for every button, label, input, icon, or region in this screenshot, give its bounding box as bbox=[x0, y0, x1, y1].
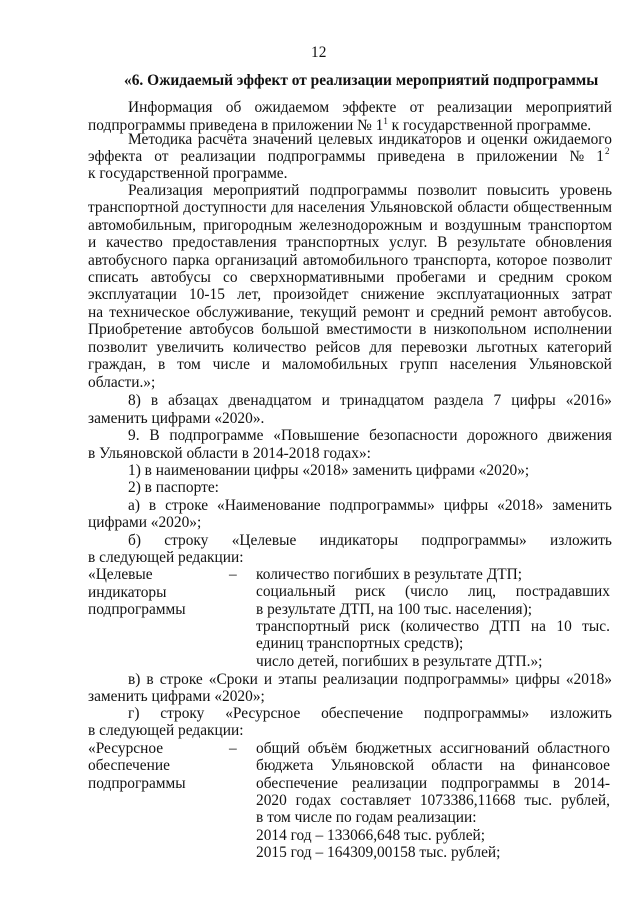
word: исполнении bbox=[533, 321, 612, 338]
word: и bbox=[415, 304, 425, 321]
word: расчёта bbox=[197, 131, 248, 148]
word: воздушным bbox=[444, 217, 522, 234]
word: строку bbox=[164, 532, 209, 549]
word: лет, bbox=[237, 286, 262, 303]
word: для bbox=[270, 199, 294, 216]
word: мероприятий bbox=[525, 99, 612, 116]
paragraph-2-line-1 bbox=[128, 131, 612, 149]
word: «Повышение bbox=[273, 427, 360, 444]
word: Ульяновской bbox=[369, 199, 453, 216]
word: а) bbox=[128, 497, 140, 514]
word: 2014- bbox=[574, 775, 610, 792]
word: тыс. bbox=[582, 618, 610, 635]
word: средним bbox=[498, 269, 554, 286]
paragraph-3-line bbox=[88, 269, 612, 287]
paragraph-3-line bbox=[128, 182, 612, 200]
paragraph-11-line-1 bbox=[128, 705, 612, 723]
paragraph-3-line bbox=[88, 286, 612, 304]
word: ассигнований bbox=[439, 740, 530, 757]
word: маломобильных bbox=[281, 356, 388, 373]
word: в bbox=[148, 497, 157, 514]
word: категорий bbox=[546, 339, 612, 356]
word: граждан, bbox=[88, 356, 147, 373]
word: эффекте bbox=[342, 99, 397, 116]
word: транспортный bbox=[256, 618, 350, 635]
word: подпрограммы» bbox=[329, 497, 435, 514]
word: обеспечение bbox=[321, 705, 404, 722]
word: транспорта, bbox=[413, 252, 492, 269]
word: и bbox=[261, 356, 270, 373]
word: результате bbox=[457, 234, 526, 251]
word: лиц, bbox=[468, 583, 497, 600]
word: пробегами bbox=[396, 269, 466, 286]
block-value-line bbox=[256, 583, 610, 601]
word: объём bbox=[307, 740, 348, 757]
word: строку bbox=[160, 705, 205, 722]
word: автобусы bbox=[150, 269, 211, 286]
word: риск bbox=[355, 583, 386, 600]
word: риск bbox=[359, 618, 391, 635]
word: списать bbox=[88, 269, 139, 286]
word: движения bbox=[547, 427, 612, 444]
word: предоставления bbox=[172, 234, 277, 251]
word: дорожного bbox=[467, 427, 539, 444]
word: финансовое bbox=[532, 757, 610, 774]
paragraph-3-line bbox=[88, 304, 612, 322]
word: текущий bbox=[299, 304, 357, 321]
word: в bbox=[146, 671, 154, 688]
paragraph-7: 2) в паспорте: bbox=[128, 479, 219, 496]
block-value-line bbox=[256, 775, 610, 793]
word: приведена bbox=[377, 148, 446, 165]
word: подпрограмме bbox=[169, 427, 264, 444]
block-1-label-2: индикаторы bbox=[88, 584, 167, 601]
word: транспортной bbox=[88, 199, 179, 216]
word: В bbox=[437, 234, 448, 251]
block-1-label-1: «Целевые bbox=[88, 566, 153, 583]
word: 2020 bbox=[256, 792, 287, 809]
word: Приобретение bbox=[88, 321, 182, 338]
word: и bbox=[321, 392, 330, 409]
word: услуг. bbox=[389, 234, 428, 251]
word: от bbox=[409, 99, 424, 116]
word: автобусного bbox=[88, 252, 168, 269]
word: общий bbox=[256, 740, 300, 757]
word: мероприятий bbox=[212, 182, 300, 199]
word: ожидаемом bbox=[254, 99, 330, 116]
word: реализации bbox=[437, 99, 513, 116]
word: изложить bbox=[550, 532, 612, 549]
word: пригородным bbox=[203, 217, 293, 234]
word: эксплуатации bbox=[88, 286, 177, 303]
word: подпрограммы» bbox=[423, 705, 530, 722]
block-value-line bbox=[256, 618, 610, 636]
word: позволит bbox=[417, 182, 477, 199]
word: пострадавших bbox=[515, 583, 610, 600]
block-value-line: 2014 год – 133066,648 тыс. рублей; bbox=[256, 827, 486, 844]
word: низкопольном bbox=[433, 321, 527, 338]
paragraph-6: 1) в наименовании цифры «2018» заменить цифрами «2020»; bbox=[128, 462, 530, 479]
word: ремонт bbox=[362, 304, 410, 321]
word: произойдет bbox=[273, 286, 349, 303]
word: Информация bbox=[128, 99, 213, 116]
word: оценки bbox=[480, 131, 528, 148]
word: 10-15 bbox=[189, 286, 225, 303]
block-1-dash: – bbox=[229, 566, 237, 583]
paragraph-2-superscript: 2 bbox=[605, 146, 610, 156]
word: В bbox=[149, 427, 160, 444]
paragraph-3-line bbox=[88, 339, 612, 357]
word: и bbox=[88, 234, 97, 251]
word: от bbox=[154, 148, 169, 165]
word: областного bbox=[537, 740, 610, 757]
word: транспортных bbox=[286, 234, 380, 251]
word: № bbox=[569, 148, 585, 165]
word: автобусов. bbox=[543, 304, 612, 321]
word: индикаторы bbox=[319, 532, 399, 549]
word: бюджета bbox=[256, 757, 314, 774]
word: «Сроки bbox=[208, 671, 258, 688]
block-value-line: в результате ДТП, на 100 тыс. населения); bbox=[256, 601, 533, 618]
word: составляет bbox=[340, 792, 411, 809]
word: в) bbox=[128, 671, 141, 688]
block-value-line bbox=[256, 757, 610, 775]
word: и bbox=[263, 671, 273, 688]
paragraph-8-line-2: цифрами «2020»; bbox=[88, 514, 202, 531]
word: групп bbox=[399, 356, 438, 373]
paragraph-10-line-1 bbox=[128, 671, 612, 689]
word: раздела bbox=[433, 392, 484, 409]
block-2-dash: – bbox=[229, 740, 237, 757]
block-value-line bbox=[256, 792, 610, 810]
paragraph-2-line-3: к государственной программе. bbox=[88, 165, 288, 182]
word: заменить bbox=[552, 497, 612, 514]
block-value-line: в том числе по годам реализации: bbox=[256, 809, 477, 826]
word: позволит bbox=[552, 252, 612, 269]
word: двенадцатом bbox=[228, 392, 312, 409]
paragraph-8-line-1 bbox=[128, 497, 612, 515]
word: автомобильным, bbox=[88, 217, 197, 234]
word: льготных bbox=[476, 339, 538, 356]
word: «Наименование bbox=[217, 497, 321, 514]
word: позволит bbox=[88, 339, 148, 356]
section-heading: «6. Ожидаемый эффект от реализации мероприятий подпрограммы bbox=[124, 72, 599, 89]
word: 10 bbox=[556, 618, 572, 635]
word: в bbox=[419, 321, 427, 338]
word: абзацах bbox=[168, 392, 219, 409]
word: ДТП bbox=[489, 618, 521, 635]
word: числе bbox=[212, 356, 250, 373]
word: Методика bbox=[128, 131, 193, 148]
block-2-label-3: подпрограммы bbox=[88, 775, 186, 792]
word: качество bbox=[105, 234, 163, 251]
word: подпрограммы bbox=[309, 182, 408, 199]
paragraph-3-line bbox=[88, 252, 612, 270]
block-value-line bbox=[256, 740, 610, 758]
word: реализации bbox=[351, 775, 428, 792]
paragraph-10-line-2: заменить цифрами «2020»; bbox=[88, 688, 265, 705]
word: 1 bbox=[596, 148, 604, 165]
word: реализации bbox=[322, 671, 399, 688]
word: (количество bbox=[400, 618, 480, 635]
word: Ульяновской bbox=[330, 757, 415, 774]
word: «2018» bbox=[497, 497, 544, 514]
paragraph-1-line-2: подпрограммы приведена в приложении № $1^1$ к государственной программе. bbox=[88, 115, 592, 134]
word: которое bbox=[496, 252, 548, 269]
word: бюджетных bbox=[355, 740, 432, 757]
word: эксплуатационных bbox=[436, 286, 560, 303]
word: в bbox=[457, 148, 465, 165]
word: в bbox=[552, 775, 561, 792]
word: «2016» bbox=[565, 392, 612, 409]
paragraph-3-line bbox=[88, 321, 612, 339]
word: на bbox=[530, 618, 546, 635]
block-value-line: единиц транспортных средств); bbox=[256, 635, 464, 652]
word: эффекта bbox=[88, 148, 143, 165]
word: тринадцатом bbox=[339, 392, 424, 409]
word: б) bbox=[128, 532, 141, 549]
block-value-line: 2015 год – 164309,00158 тыс. рублей; bbox=[256, 844, 501, 861]
word: железнодорожным bbox=[299, 217, 423, 234]
word: ожидаемого bbox=[533, 131, 612, 148]
word: подпрограммы» bbox=[404, 671, 510, 688]
word: на bbox=[88, 304, 104, 321]
word: сверхнормативными bbox=[249, 269, 385, 286]
word: техническое bbox=[109, 304, 190, 321]
word: цифры bbox=[443, 497, 489, 514]
word: приложении bbox=[476, 148, 558, 165]
word: ремонт bbox=[490, 304, 538, 321]
word: Реализация bbox=[128, 182, 203, 199]
paragraph-11-line-2: в следующей редакции: bbox=[88, 722, 244, 739]
word: значений bbox=[252, 131, 313, 148]
word: годах bbox=[295, 792, 332, 809]
word: Ульяновской bbox=[528, 356, 612, 373]
word: для bbox=[369, 339, 392, 356]
word: «2018» bbox=[565, 671, 612, 688]
block-1-label-3: подпрограммы bbox=[88, 601, 186, 618]
word: этапы bbox=[278, 671, 317, 688]
word: строке bbox=[165, 497, 209, 514]
paragraph-5-line-1 bbox=[128, 427, 612, 445]
word: тыс. bbox=[524, 792, 553, 809]
word: «Целевые bbox=[231, 532, 297, 549]
word: организаций bbox=[214, 252, 298, 269]
word: изложить bbox=[550, 705, 612, 722]
paragraph-3-line bbox=[88, 356, 612, 374]
paragraph-4-line-1 bbox=[128, 392, 612, 410]
paragraph-3-last-line: области.»; bbox=[88, 374, 156, 391]
word: большой bbox=[261, 321, 320, 338]
word: парка bbox=[172, 252, 210, 269]
word: перевозки bbox=[401, 339, 468, 356]
word: повысить bbox=[487, 182, 550, 199]
word: (число bbox=[405, 583, 449, 600]
word: обеспечение bbox=[256, 775, 338, 792]
word: целевых bbox=[318, 131, 373, 148]
block-value-line: количество погибших в результате ДТП; bbox=[256, 566, 523, 583]
word: 7 bbox=[493, 392, 502, 409]
word: со bbox=[223, 269, 238, 286]
word: транспортом bbox=[528, 217, 612, 234]
word: увеличить bbox=[156, 339, 224, 356]
word: подпрограммы» bbox=[421, 532, 527, 549]
paragraph-9-line-2: в следующей редакции: bbox=[88, 549, 244, 566]
paragraph-1-line-1 bbox=[128, 99, 612, 117]
word: области bbox=[431, 757, 483, 774]
word: средний bbox=[430, 304, 485, 321]
word: доступности bbox=[183, 199, 267, 216]
word: и bbox=[429, 217, 438, 234]
word: «Ресурсное bbox=[225, 705, 301, 722]
word: том bbox=[177, 356, 201, 373]
word: в bbox=[158, 356, 166, 373]
word: на bbox=[499, 757, 515, 774]
word: 8) bbox=[128, 392, 141, 409]
word: цифры bbox=[515, 671, 560, 688]
word: уровень bbox=[559, 182, 612, 199]
paragraph-2-line-2 bbox=[88, 148, 604, 166]
word: обновления bbox=[535, 234, 612, 251]
word: 1073386,11668 bbox=[419, 792, 516, 809]
page-number: 12 bbox=[311, 44, 327, 61]
word: сроком bbox=[565, 269, 612, 286]
word: рейсов bbox=[315, 339, 361, 356]
word: безопасности bbox=[369, 427, 458, 444]
word: социальный bbox=[256, 583, 336, 600]
word: цифры bbox=[511, 392, 556, 409]
word: индикаторов bbox=[378, 131, 462, 148]
word: обслуживание, bbox=[196, 304, 294, 321]
block-value-line: число детей, погибших в результате ДТП.»; bbox=[256, 653, 543, 670]
paragraph-3-line bbox=[88, 234, 612, 252]
paragraph-5-line-2: в Ульяновской области в 2014-2018 годах»: bbox=[88, 445, 371, 462]
paragraph-4-line-2: заменить цифрами «2020». bbox=[88, 410, 265, 427]
word: подпрограммы bbox=[441, 775, 539, 792]
word: подпрограммы bbox=[267, 148, 366, 165]
word: в bbox=[150, 392, 159, 409]
block-2-label-1: «Ресурсное bbox=[88, 740, 164, 757]
word: 9. bbox=[128, 427, 140, 444]
word: области bbox=[457, 199, 509, 216]
word: затрат bbox=[571, 286, 612, 303]
block-2-label-2: обеспечение bbox=[88, 757, 170, 774]
word: и bbox=[467, 131, 476, 148]
word: г) bbox=[128, 705, 140, 722]
word: строке bbox=[159, 671, 203, 688]
word: снижение bbox=[360, 286, 425, 303]
word: общественным bbox=[513, 199, 612, 216]
word: и bbox=[477, 269, 487, 286]
word: автобусов bbox=[189, 321, 254, 338]
paragraph-3-line bbox=[88, 199, 612, 217]
paragraph-3-line bbox=[88, 217, 612, 235]
word: вместимости bbox=[326, 321, 412, 338]
word: рублей, bbox=[560, 792, 610, 809]
word: населения bbox=[449, 356, 517, 373]
word: населения bbox=[298, 199, 365, 216]
word: реализации bbox=[180, 148, 256, 165]
word: количество bbox=[233, 339, 307, 356]
word: автомобильного bbox=[302, 252, 409, 269]
word: об bbox=[225, 99, 242, 116]
paragraph-9-line-1 bbox=[128, 532, 612, 550]
